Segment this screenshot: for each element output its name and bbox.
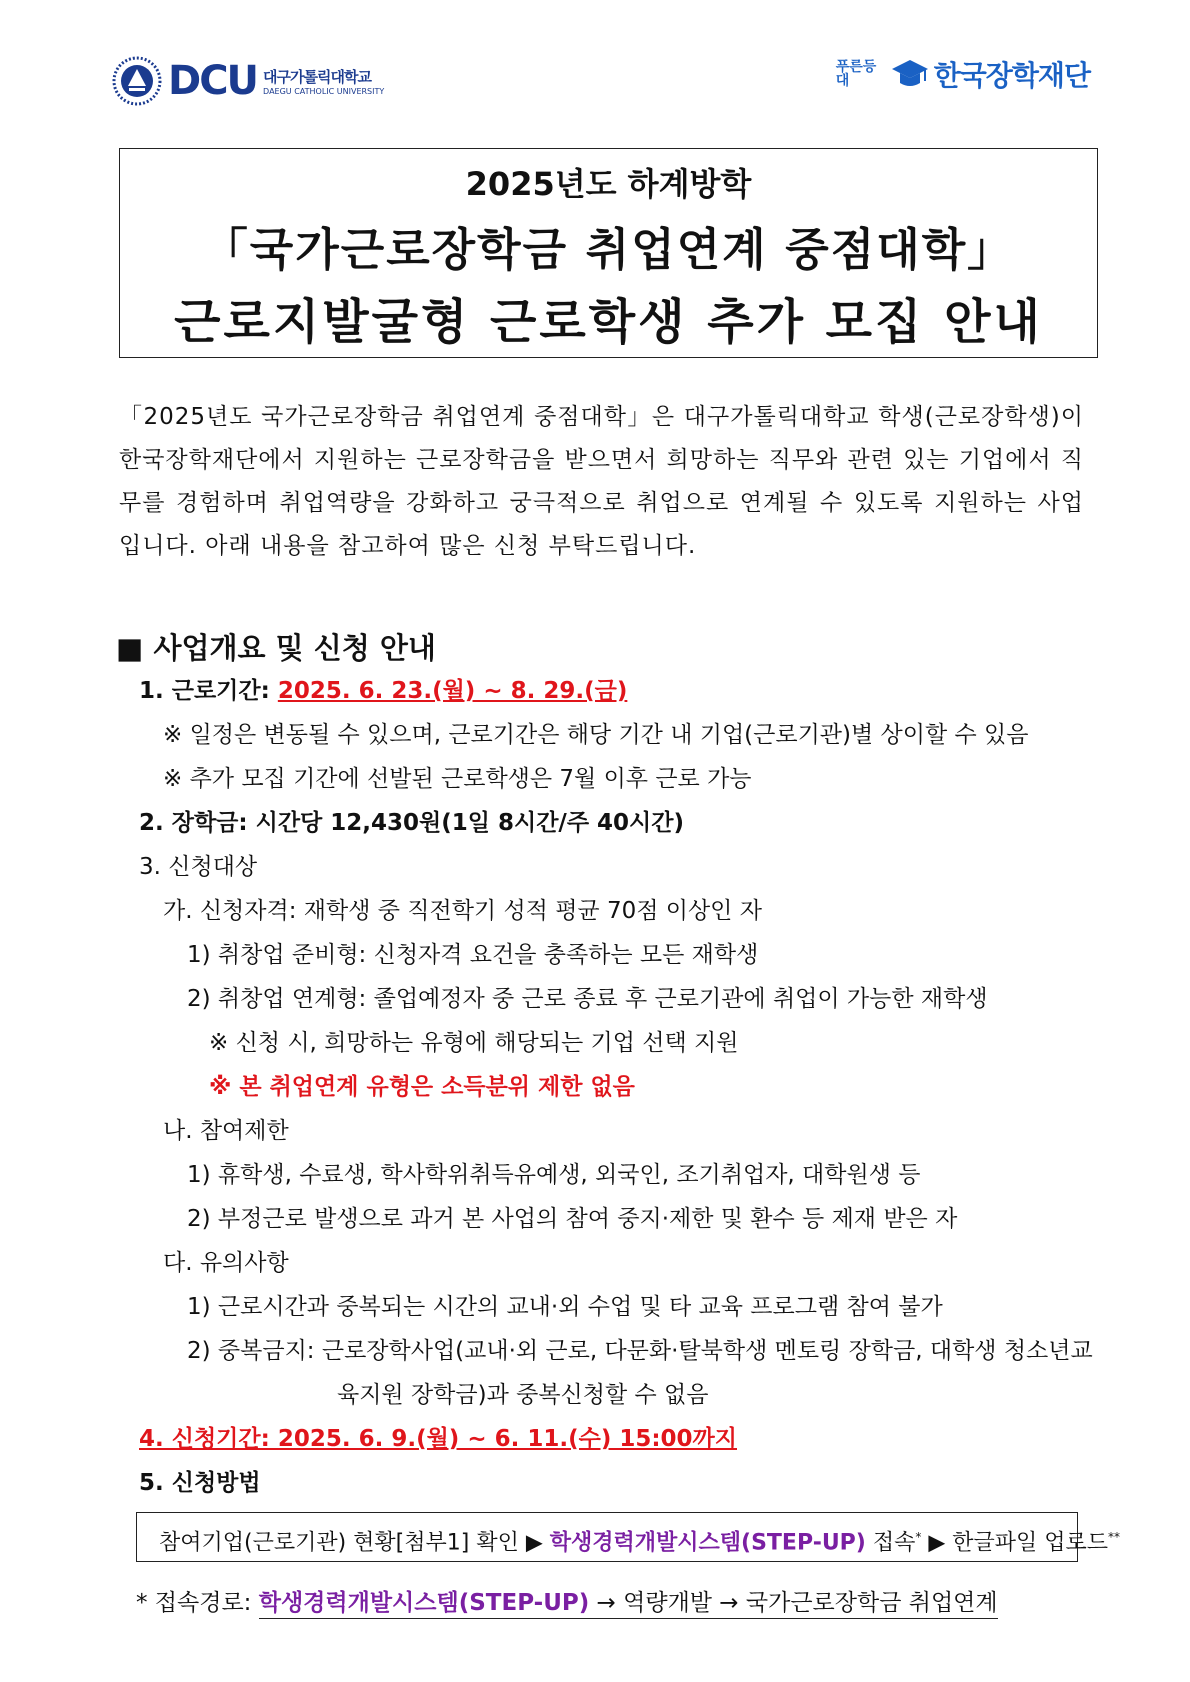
caution-heading: 다. 유의사항 xyxy=(163,1250,289,1276)
work-period-value: 2025. 6. 23.(월) ~ 8. 29.(금) xyxy=(277,678,628,704)
method-footnote-mark-1: * xyxy=(915,1530,922,1544)
section-heading: ■ 사업개요 및 신청 안내 xyxy=(116,631,436,665)
method-step-3: ▶ 한글파일 업로드 xyxy=(921,1530,1109,1556)
access-path-system-link[interactable]: 학생경력개발시스템(STEP-UP) xyxy=(258,1590,590,1616)
intro-paragraph: 「2025년도 국가근로장학금 취업연계 중점대학」은 대구가톨릭대학교 학생(근로장학생)이 한국장학재단에서 지원하는 근로장학금을 받으면서 희망하는 직무와 관련 있는 기업에서 직무를 경험하며 취업역량을 강화하고 궁극적으로 취업으로 연계될 수 있도록 지원하는 사업입니다. 아래 내용을 참고하여 많은 신청 부탁드립니다. xyxy=(119,404,1084,559)
title-program: 「국가근로장학금 취업연계 중점대학」 xyxy=(202,223,1015,276)
step-up-system-link[interactable]: 학생경력개발시스템(STEP-UP) xyxy=(549,1530,866,1556)
restriction-2: 2) 부정근로 발생으로 과거 본 사업의 참여 중지·제한 및 환수 등 제재 받은 자 xyxy=(187,1206,958,1232)
item-application-method: 5. 신청방법 xyxy=(139,1470,261,1496)
item-eligibility: 3. 신청대상 xyxy=(139,854,258,880)
eligibility-note: ※ 신청 시, 희망하는 유형에 해당되는 기업 선택 지원 xyxy=(209,1030,739,1056)
eligibility-type-2: 2) 취창업 연계형: 졸업예정자 중 근로 종료 후 근로기관에 취업이 가능한 재학생 xyxy=(187,986,988,1012)
page-header xyxy=(0,48,1190,118)
application-method-box xyxy=(136,1512,1121,1562)
caution-2: 2) 중복금지: 근로장학사업(교내·외 근로, 다문화·탈북학생 멘토링 장학금, 대학생 청소년교 xyxy=(187,1338,1093,1364)
dcu-emblem-icon xyxy=(112,56,162,106)
restriction-1: 1) 휴학생, 수료생, 학사학위취득유예생, 외국인, 조기취업자, 대학원생 등 xyxy=(187,1162,921,1188)
item-work-period xyxy=(139,672,627,705)
eligibility-qualification: 가. 신청자격: 재학생 중 직전학기 성적 평균 70점 이상인 자 xyxy=(163,898,762,924)
title-main: 근로지발굴형 근로학생 추가 모집 안내 xyxy=(174,294,1043,350)
dcu-name: 대구가톨릭대학교 xyxy=(263,68,371,86)
method-step-1: 참여기업(근로기관) 현황[첨부1] 확인 ▶ xyxy=(159,1530,550,1556)
kosaf-slogan: 푸른등대 xyxy=(835,59,877,89)
kosaf-name: 한국장학재단 xyxy=(933,59,1090,92)
work-period-note-1: ※ 일정은 변동될 수 있으며, 근로기간은 해당 기간 내 기업(근로기관)별 상이할 수 있음 xyxy=(163,722,1029,748)
caution-2-continued: 육지원 장학금)과 중복신청할 수 없음 xyxy=(337,1382,709,1408)
method-footnote-mark-2: ** xyxy=(1108,1530,1121,1544)
dcu-logo xyxy=(112,56,384,106)
kosaf-logo xyxy=(836,54,1090,94)
eligibility-type-1: 1) 취창업 준비형: 신청자격 요건을 충족하는 모든 재학생 xyxy=(187,942,759,968)
dcu-logo-text: DCU xyxy=(168,58,258,104)
caution-1: 1) 근로시간과 중복되는 시간의 교내·외 수업 및 타 교육 프로그램 참여 불가 xyxy=(187,1294,943,1320)
title-year: 2025년도 하계방학 xyxy=(465,165,752,203)
access-path xyxy=(136,1584,998,1617)
work-period-label: 1. 근로기간: xyxy=(139,678,278,704)
title-box xyxy=(119,148,1098,358)
dcu-english-name: DAEGU CATHOLIC UNIVERSITY xyxy=(263,87,385,96)
restriction-heading: 나. 참여제한 xyxy=(163,1118,289,1144)
work-period-note-2: ※ 추가 모집 기간에 선발된 근로학생은 7월 이후 근로 가능 xyxy=(163,766,752,792)
eligibility-note-red: ※ 본 취업연계 유형은 소득분위 제한 없음 xyxy=(209,1074,635,1100)
graduation-cap-icon xyxy=(890,54,930,94)
item-application-period: 4. 신청기간: 2025. 6. 9.(월) ~ 6. 11.(수) 15:00까지 xyxy=(139,1426,737,1452)
access-path-prefix: * 접속경로: xyxy=(136,1590,259,1616)
access-path-steps: → 역량개발 → 국가근로장학금 취업연계 xyxy=(589,1590,998,1616)
item-scholarship: 2. 장학금: 시간당 12,430원(1일 8시간/주 40시간) xyxy=(139,810,685,836)
method-step-2: 접속 xyxy=(865,1530,916,1556)
